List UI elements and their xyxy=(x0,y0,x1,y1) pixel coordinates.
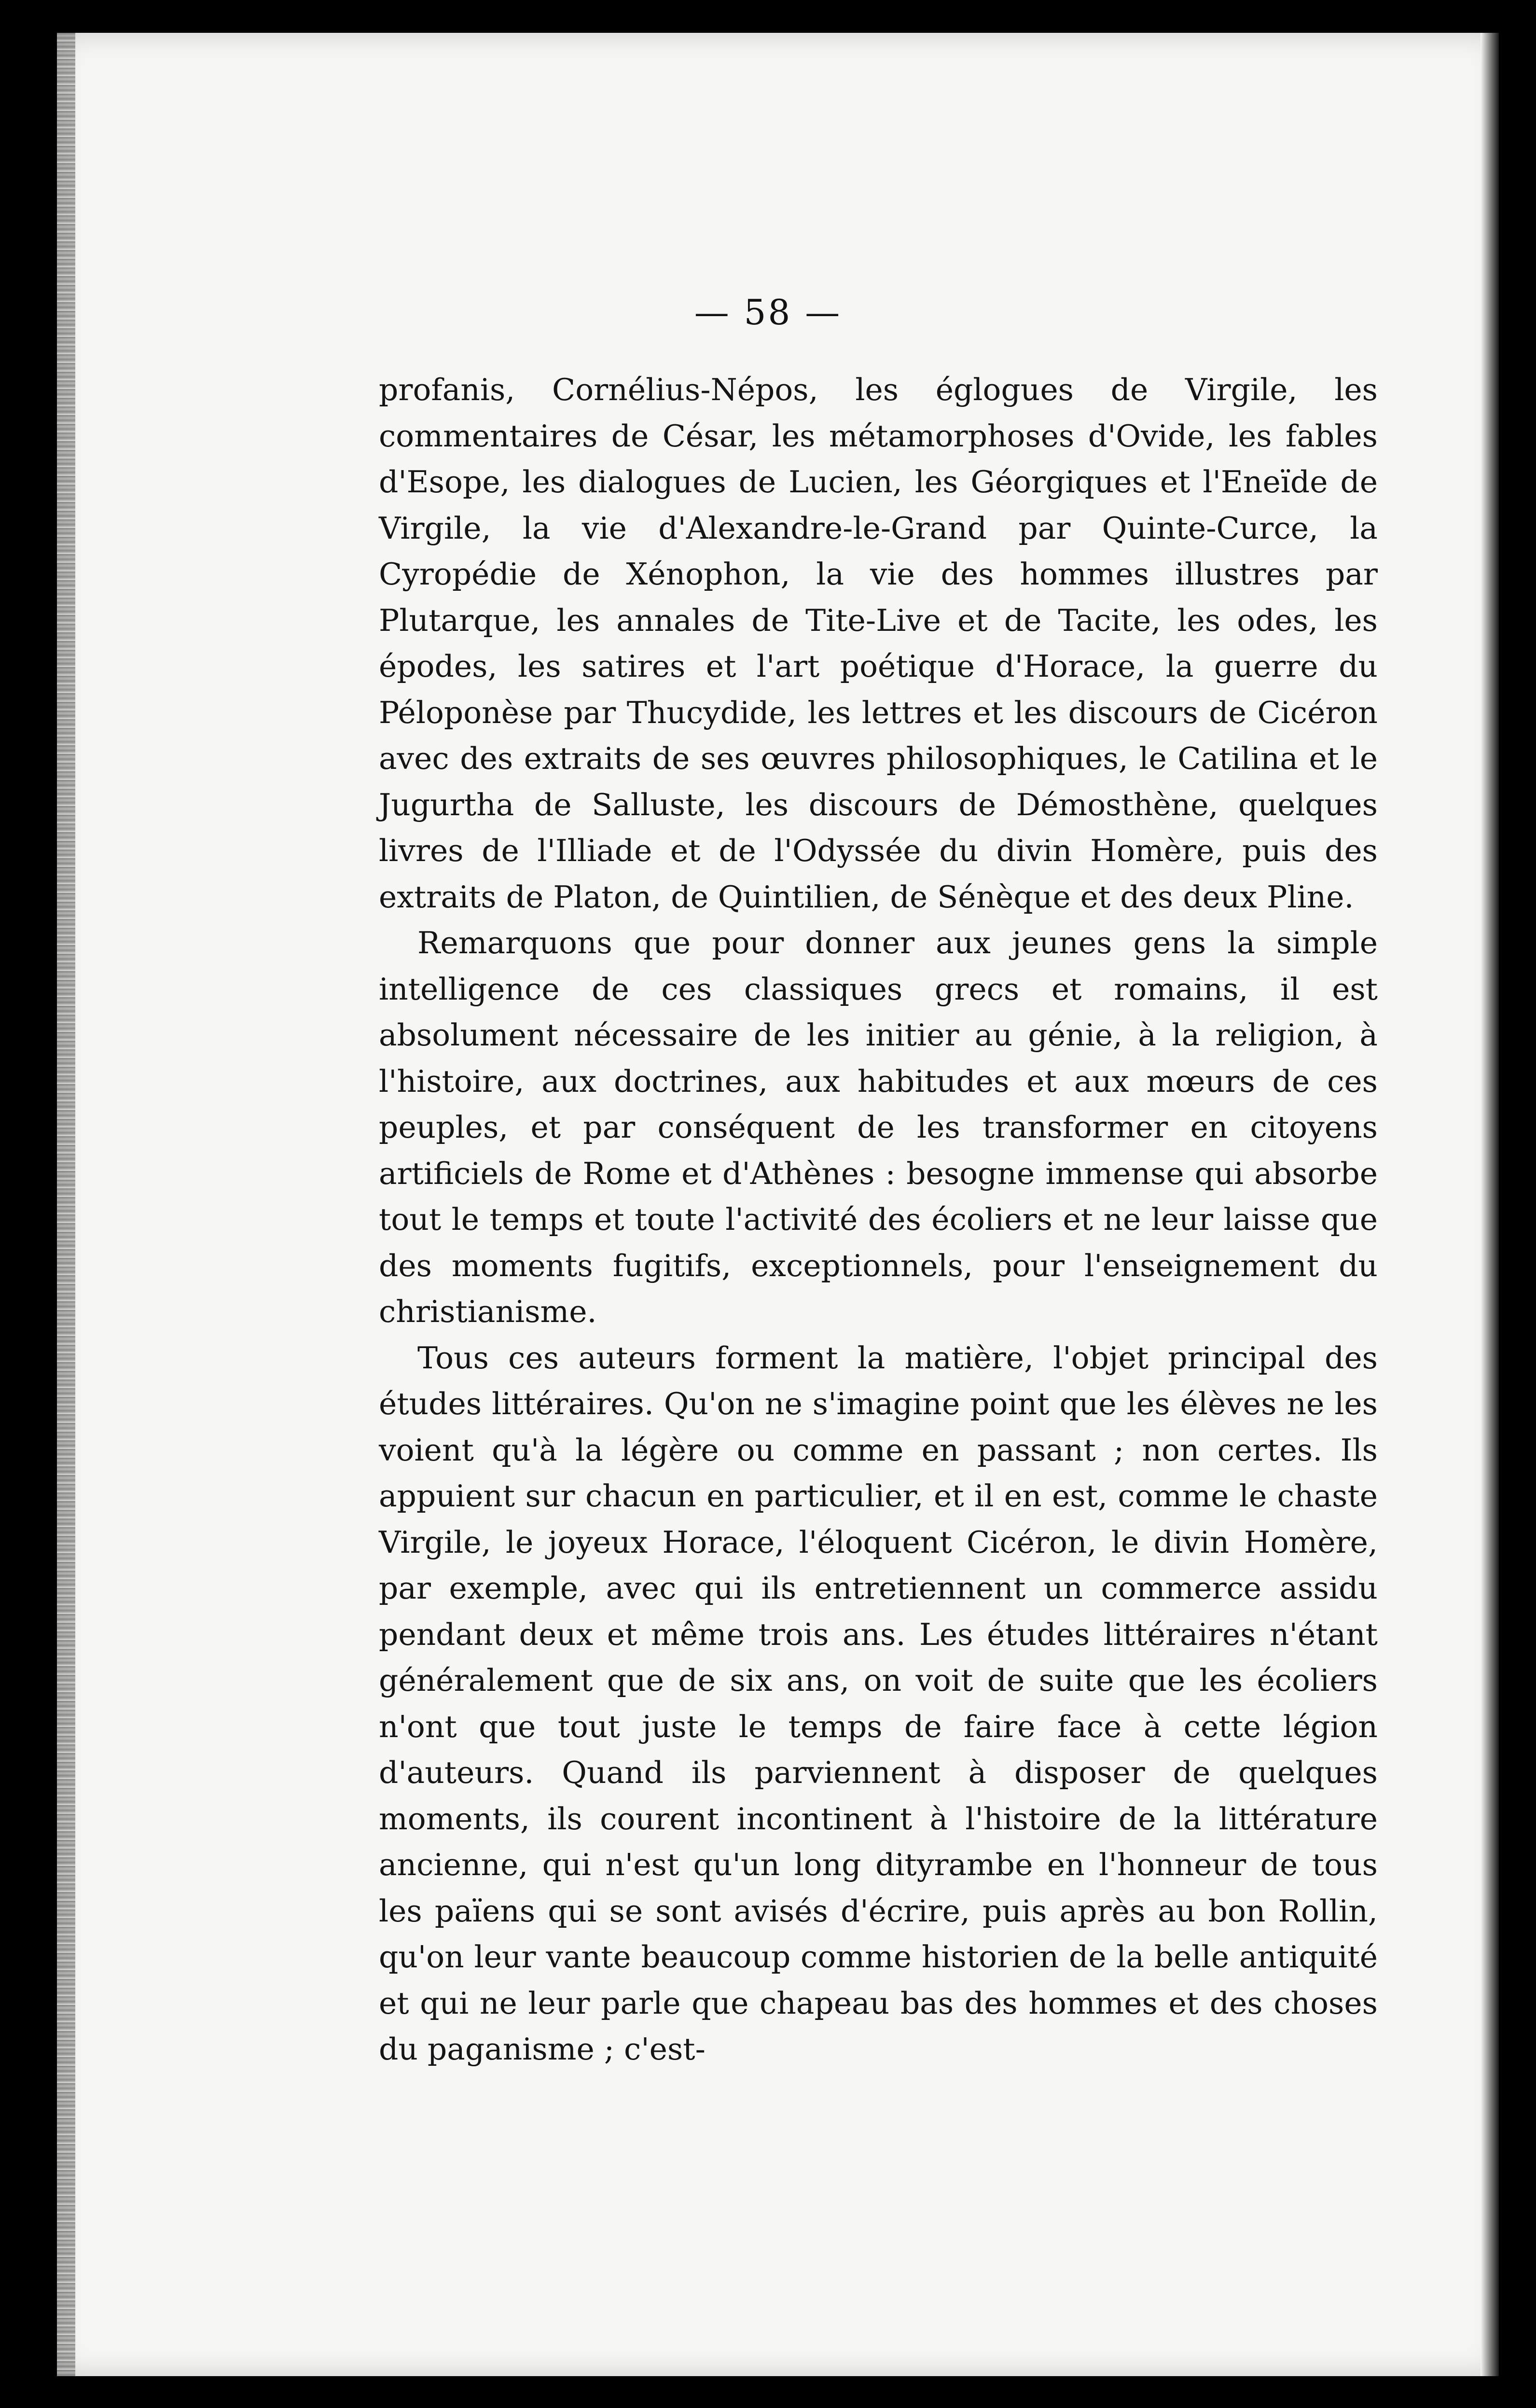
binding-edge xyxy=(57,33,75,2376)
body-text xyxy=(379,367,1378,2073)
paragraph-1: profanis, Cornélius-Népos, les églogues de Virgile, les commentaires de César, les métamorphoses d'Ovide, les fables d'Esope, les dialogues de Lucien, les Géorgiques et l'Eneïde de Virgile, la vie d'Alexandre-le-Grand par Quinte-Curce, la Cyropédie de Xénophon, la vie des hommes illustres par Plutarque, les annales de Tite-Live et de Tacite, les odes, les épodes, les satires et l'art poétique d'Horace, la guerre du Péloponèse par Thucydide, les lettres et les discours de Cicéron avec des extraits de ses œuvres philosophiques, le Catilina et le Jugurtha de Salluste, les discours de Démosthène, quelques livres de l'Illiade et de l'Odyssée du divin Homère, puis des extraits de Platon, de Quintilien, de Sénèque et des deux Pline. xyxy=(379,372,1378,915)
paragraph-2: Remarquons que pour donner aux jeunes gens la simple intelligence de ces classiques grecs et romains, il est absolument nécessaire de les initier au génie, à la religion, à l'histoire, aux doctrines, aux habitudes et aux mœurs de ces peuples, et par conséquent de les transformer en citoyens artificiels de Rome et d'Athènes : besogne immense qui absorbe tout le temps et toute l'activité des écoliers et ne leur laisse que des moments fugitifs, exceptionnels, pour l'enseignement du christianisme. xyxy=(379,925,1378,1329)
paragraph-3: Tous ces auteurs forment la matière, l'objet principal des études littéraires. Qu'on ne s'imagine point que les élèves ne les voient qu'à la légère ou comme en passant ; non certes. Ils appuient sur chacun en particulier, et il en est, comme le chaste Virgile, le joyeux Horace, l'éloquent Cicéron, le divin Homère, par exemple, avec qui ils entretiennent un commerce assidu pendant deux et même trois ans. Les études littéraires n'étant généralement que de six ans, on voit de suite que les écoliers n'ont que tout juste le temps de faire face à cette légion d'auteurs. Quand ils parviennent à disposer de quelques moments, ils courent incontinent à l'histoire de la littérature ancienne, qui n'est qu'un long dityrambe en l'honneur de tous les païens qui se sont avisés d'écrire, puis après au bon Rollin, qu'on leur vante beaucoup comme historien de la belle antiquité et qui ne leur parle que chapeau bas des hommes et des choses du paganisme ; c'est- xyxy=(379,1340,1378,2067)
page-number: — 58 — xyxy=(694,292,842,333)
page-shadow-edge xyxy=(1481,33,1499,2376)
